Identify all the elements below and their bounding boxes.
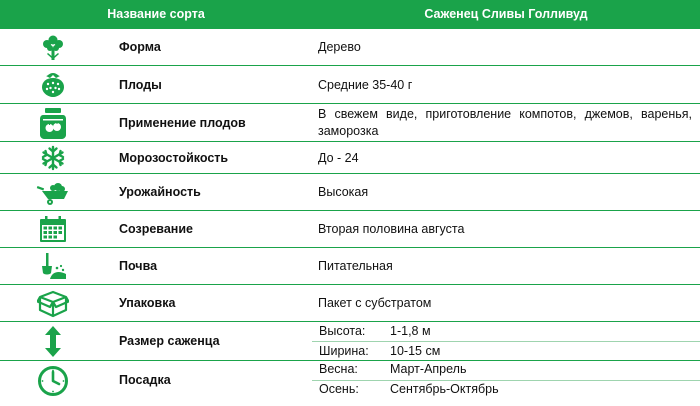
height-value: 1-1,8 м bbox=[390, 324, 431, 338]
wheelbarrow-icon bbox=[28, 178, 78, 206]
row-value: Дерево bbox=[318, 40, 361, 54]
table-row-seedling-size bbox=[0, 322, 700, 361]
size-width-line bbox=[312, 344, 700, 362]
header-variety-name: Название сорта bbox=[107, 7, 205, 21]
row-value: Пакет с субстратом bbox=[318, 296, 432, 310]
row-value: Средние 35-40 г bbox=[318, 78, 413, 92]
row-label: Посадка bbox=[119, 373, 171, 387]
size-height-line bbox=[312, 324, 700, 342]
up-down-arrow-icon bbox=[28, 325, 78, 358]
spring-label: Весна: bbox=[319, 362, 358, 376]
shovel-soil-icon bbox=[28, 252, 78, 281]
width-value: 10-15 см bbox=[390, 344, 441, 358]
row-label: Форма bbox=[119, 40, 161, 54]
snowflake-icon bbox=[28, 145, 78, 171]
tree-icon bbox=[28, 33, 78, 61]
planting-autumn-line bbox=[312, 382, 700, 400]
table-row-soil bbox=[0, 248, 700, 285]
row-label: Почва bbox=[119, 259, 158, 273]
table-row-planting bbox=[0, 361, 700, 406]
table-row-ripening bbox=[0, 211, 700, 248]
box-icon bbox=[28, 288, 78, 318]
width-label: Ширина: bbox=[319, 344, 369, 358]
jar-icon bbox=[28, 106, 78, 140]
autumn-value: Сентябрь-Октябрь bbox=[390, 382, 499, 396]
table-row-form bbox=[0, 29, 700, 66]
table-row-fruit-usage bbox=[0, 104, 700, 142]
table-row-yield bbox=[0, 174, 700, 211]
calendar-icon bbox=[28, 214, 78, 244]
fruit-icon bbox=[28, 70, 78, 100]
table-row-packaging bbox=[0, 285, 700, 322]
row-value: Вторая половина августа bbox=[318, 222, 465, 236]
row-label: Размер саженца bbox=[119, 334, 220, 348]
row-value: До - 24 bbox=[318, 151, 359, 165]
row-label: Упаковка bbox=[119, 296, 176, 310]
spring-value: Март-Апрель bbox=[390, 362, 467, 376]
sub-divider bbox=[312, 380, 700, 381]
row-value: Высокая bbox=[318, 185, 369, 199]
height-label: Высота: bbox=[319, 324, 366, 338]
table-row-fruits bbox=[0, 66, 700, 104]
clock-icon bbox=[28, 365, 78, 397]
row-label: Созревание bbox=[119, 222, 193, 236]
row-label: Морозостойкость bbox=[119, 151, 229, 165]
autumn-label: Осень: bbox=[319, 382, 359, 396]
row-label: Плоды bbox=[119, 78, 162, 92]
planting-spring-line bbox=[312, 362, 700, 380]
row-value: В свежем виде, приготовление компотов, джемов, варенья, заморозка bbox=[318, 107, 692, 138]
row-value: Питательная bbox=[318, 259, 393, 273]
row-label: Урожайность bbox=[119, 185, 201, 199]
table-row-frost-resistance bbox=[0, 142, 700, 174]
sub-divider bbox=[312, 341, 700, 342]
table-header bbox=[0, 0, 700, 29]
header-product-name: Саженец Сливы Голливуд bbox=[424, 7, 588, 21]
row-label: Применение плодов bbox=[119, 116, 246, 130]
